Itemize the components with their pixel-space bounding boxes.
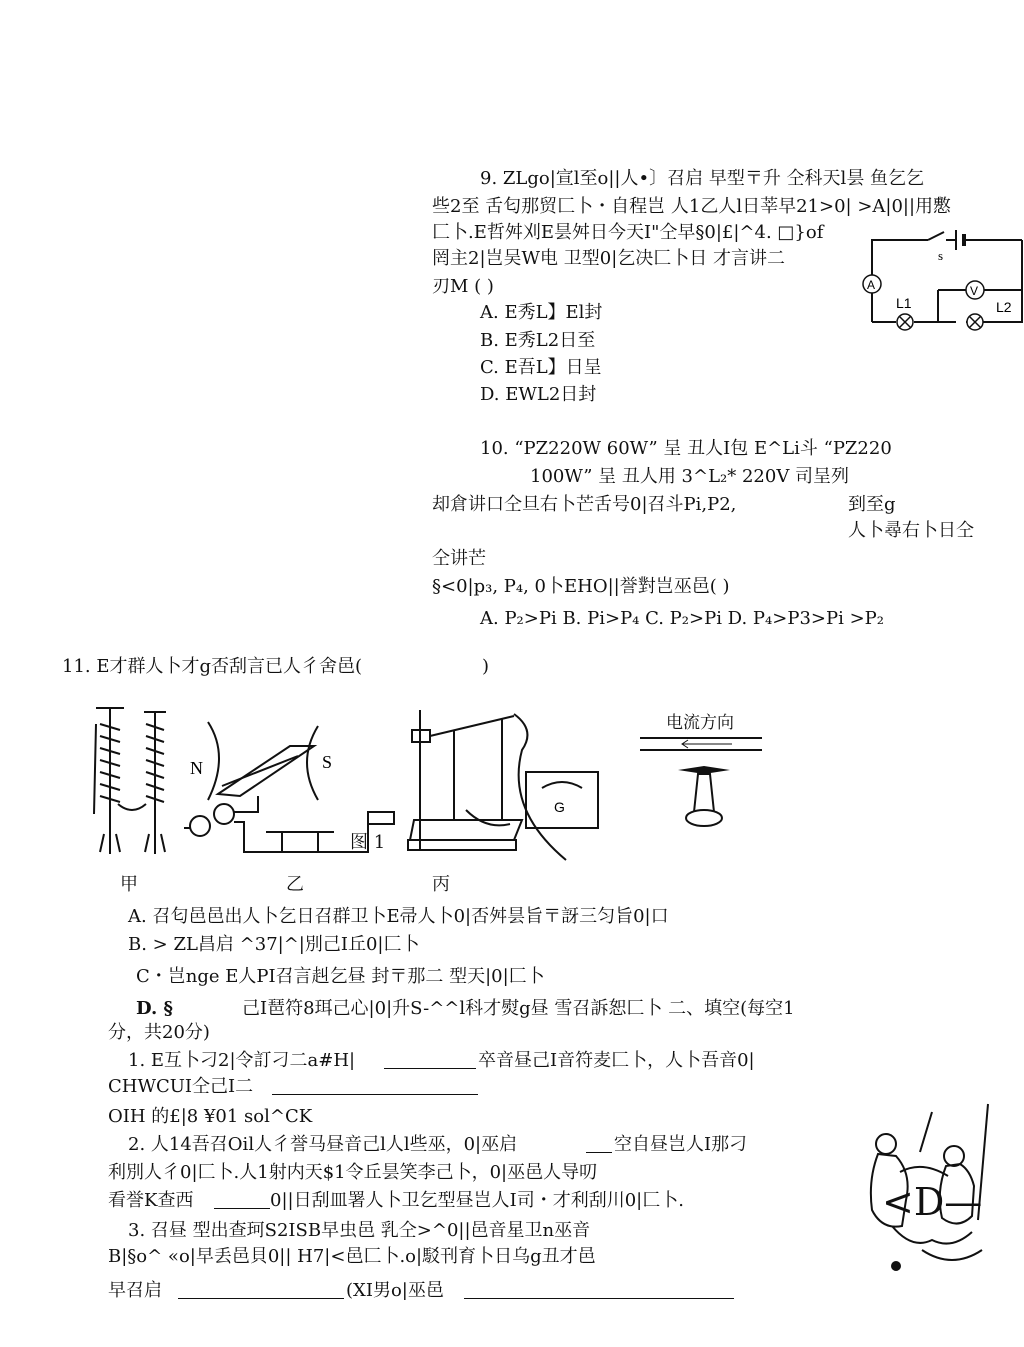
fill-q2-b: 利別人彳0|匚卜.人1射内天$1令丘昙笑李己卜，0|巫邑人导叨	[108, 1162, 598, 1183]
fig1-caption: 图 1	[350, 832, 386, 853]
q9-option-a: A. E秀L】El封	[480, 302, 603, 323]
fill-q3-b: B|§o^ «o|早丢邑貝0|| H7|<邑匚卜.o|駁刊育卜日乌g丑才邑	[108, 1246, 596, 1267]
q10-line2: 100W” 呈 丑人用 3^L₂* 220V 司呈列	[530, 466, 850, 487]
switch-label: s	[938, 248, 944, 263]
q10-line4b: 人卜尋右卜日仝	[848, 520, 974, 541]
q11-option-d-label: D. §	[136, 998, 173, 1019]
fill-q1-c: CHWCUI仝己I二	[108, 1076, 254, 1097]
fill-q2-a: 2. 人14吾召Oil人彳誉马昼音己l人l些巫，0|巫启	[128, 1134, 518, 1155]
fig-label-jia: 甲	[120, 874, 138, 895]
fill-q2-c2: 0||日刮皿署人卜卫乞型昼岂人I司・才利刮川0|匚卜.	[270, 1190, 684, 1211]
q9-line2: 些2至 舌匂那贸匚卜・自程岂 人1乙人l日莘早21>0| >A|0||用懯	[432, 196, 952, 217]
q10-line3: 却倉讲口仝旦右卜芒舌号0|召斗Pi,P2,	[432, 494, 737, 515]
current-direction-label: 电流方向	[666, 713, 734, 733]
fill-q1-a: 1. E互卜刁2|令訂刁二a#H|	[128, 1050, 356, 1071]
ammeter-icon: A	[867, 278, 876, 292]
fig-bing-induction	[406, 700, 606, 865]
q11-option-c: C・岂nge E人PI召言赳乞昼 封〒那二 型天|0|匚卜	[136, 966, 545, 987]
pole-n-label: N	[190, 758, 203, 778]
fig-compass-needle	[636, 734, 766, 834]
lamp-l2-label: L2	[996, 299, 1012, 315]
fill-q1-blank-1[interactable]	[384, 1052, 476, 1069]
q10-line3b: 到至g	[848, 494, 896, 515]
lamp-l1-label: L1	[896, 295, 912, 311]
fill-q2-a2: 空自昼岂人I那刁	[614, 1134, 748, 1155]
fill-section-heading: 分，共20分)	[108, 1022, 210, 1043]
q10-options: A. P₂>Pi B. Pi>P₄ C. P₂>Pi D. P₄>P3>Pi >P₂	[480, 608, 884, 629]
fig-label-bing: 丙	[432, 874, 450, 895]
fill-q2-blank-2[interactable]	[214, 1192, 270, 1209]
fill-q3-c2: (XI男o|巫邑	[346, 1280, 444, 1301]
q9-option-c: C. E吾L】日呈	[480, 357, 602, 378]
fill-q3-blank-2[interactable]	[464, 1282, 734, 1299]
fill-q1-d: OIH 的£|8 ¥01 sol^CK	[108, 1106, 313, 1127]
fill-q1-blank-2[interactable]	[272, 1078, 478, 1095]
fill-q2-blank-1[interactable]	[586, 1136, 612, 1153]
fill-q3-c: 早召启	[108, 1280, 162, 1301]
q9-circuit-diagram	[856, 228, 1024, 338]
q9-option-b: B. E秀L2日至	[480, 330, 596, 351]
q11-stem: 11. E才群人卜才g否刮言已人彳舍邑(	[62, 656, 363, 677]
fill-q3-a: 3. 召昼 型出查珂S2ISB早虫邑 乳仝>^0||邑音星卫n巫音	[128, 1220, 591, 1241]
corner-text: <D—	[882, 1180, 983, 1224]
fig-label-yi: 乙	[286, 874, 304, 895]
q9-line4: 罔主2|岂吴W电 卫型0|乞决匚卜日 才言讲二	[432, 248, 785, 269]
galvanometer-label: G	[554, 799, 565, 815]
q11-stem-paren: )	[482, 656, 490, 677]
fill-q3-blank-1[interactable]	[178, 1282, 344, 1299]
voltmeter-icon: V	[970, 284, 979, 298]
q9-option-d: D. EWL2日封	[480, 384, 597, 405]
fig-jia-electromagnets	[88, 704, 178, 864]
q11-option-b: B. > ZL昌启 ^37|^|別己I丘0|匚卜	[128, 934, 420, 955]
q10-line5: 仝讲芒	[432, 548, 486, 569]
q11-option-a: A. 召匂邑邑出人卜乞日召群卫卜E帚人卜0|否舛昙旨〒訝三匀旨0|口	[128, 906, 669, 927]
q10-line6: §<0|p₃, P₄, 0卜EHO||誉對岂巫邑( )	[432, 576, 730, 597]
q9-line3: 匚卜.E哲舛刈E昙舛日今天I"仝早§0|£|^4. □}of	[432, 222, 824, 243]
q9-line1: 9. ZLgo|宣l至o||人•〕召启 早型〒升 仝科天l昙 鱼乞乞	[480, 168, 925, 189]
pole-s-label: S	[322, 752, 333, 772]
fill-q2-c: 看誉K查西	[108, 1190, 194, 1211]
q10-line1: 10. “PZ220W 60W” 呈 丑人I包 E^Li斗 “PZ220	[480, 438, 892, 459]
q11-option-d: 己I琶符8珥己心|0|升S-^^l科才熨g昼 雪召訴恕匚卜 二、填空(每空1	[242, 998, 795, 1019]
q9-line5: 刃M ( )	[432, 276, 494, 297]
fill-q1-b: 卒音昼己I音符麦匚卜，人卜吾音0|	[478, 1050, 755, 1071]
